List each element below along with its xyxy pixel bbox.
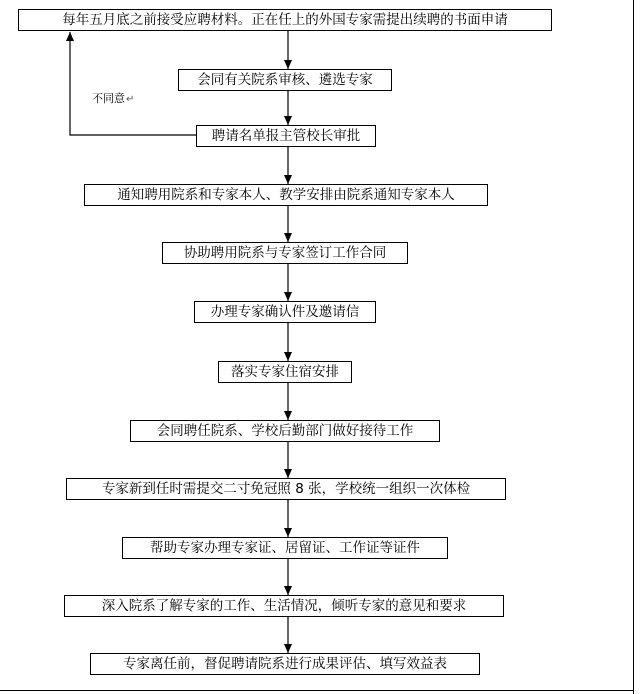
feedback-label [92, 92, 134, 107]
step-11-text: 深入院系了解专家的工作、生活情况，倾听专家的意见和要求 [101, 598, 467, 614]
step-7 [218, 361, 352, 383]
step-2 [178, 69, 392, 91]
right-border [633, 0, 634, 694]
step-5 [162, 242, 408, 264]
step-8-text: 会同聘任院系、学校后勤部门做好接待工作 [156, 423, 414, 439]
step-4 [84, 184, 488, 206]
step-8 [130, 420, 440, 442]
step-10-text: 帮助专家办理专家证、居留证、工作证等证件 [150, 540, 420, 556]
step-12-text: 专家离任前，督促聘请院系进行成果评估、填写效益表 [123, 656, 447, 672]
step-10 [122, 537, 448, 559]
feedback-label-text: 不同意 [92, 92, 125, 105]
step-6-text: 办理专家确认件及邀请信 [210, 304, 360, 320]
bottom-border [0, 690, 634, 691]
step-11 [64, 595, 504, 617]
step-3-text: 聘请名单报主管校长审批 [211, 128, 361, 144]
step-12 [90, 653, 480, 675]
step-2-text: 会同有关院系审核、遴选专家 [197, 72, 373, 88]
step-5-text: 协助聘用院系与专家签订工作合同 [183, 245, 387, 261]
step-1 [18, 9, 552, 31]
step-9 [66, 478, 506, 500]
step-9-text: 专家新到任时需提交二寸免冠照 8 张，学校统一组织一次体检 [101, 481, 471, 497]
step-1-text: 每年五月底之前接受应聘材料。正在任上的外国专家需提出续聘的书面申请 [62, 12, 508, 28]
return-mark: ↵ [126, 94, 135, 105]
step-3 [196, 125, 376, 147]
step-6 [194, 301, 376, 323]
step-4-text: 通知聘用院系和专家本人、教学安排由院系通知专家本人 [117, 187, 455, 203]
step-7-text: 落实专家住宿安排 [231, 364, 339, 380]
